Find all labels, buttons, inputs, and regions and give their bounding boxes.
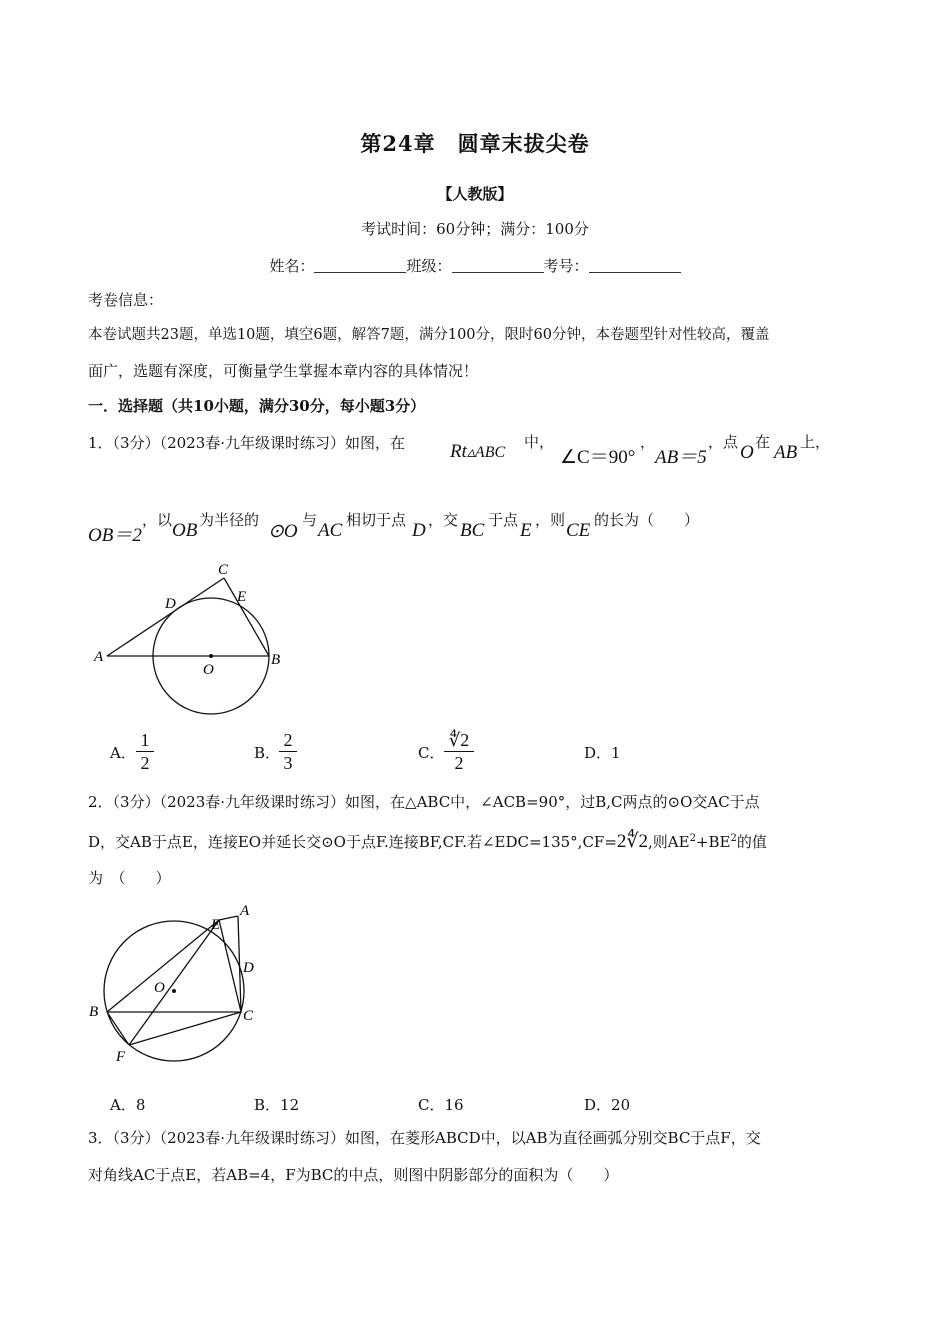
q2-text-1: （2023春·九年级课时练习）如图，在△ABC中，∠ACB=90°，过B,C两点的⊙O交AC于点 [159,793,760,811]
q1-segment-ac [107,578,224,656]
q1-figure [90,558,290,723]
q1-label-c: C [218,562,229,578]
q2-label-b: B [89,1004,99,1020]
q1-text-12: ，则 [535,511,566,529]
q1-math-5: AB [774,442,798,463]
q2-label-e: E [211,917,221,933]
q3-line-2: 对角线AC于点E，若AB=4，F为BC的中点，则图中阴影部分的面积为（ ） [88,1166,619,1184]
q1-math-12: E [520,520,532,541]
q1-label-o: O [203,662,214,678]
q3-score: （3分） [112,1129,160,1147]
q1-option-c-label[interactable]: C． [418,744,445,762]
exam-no-blank[interactable] [589,258,681,273]
q1-math-10: D [412,520,426,541]
q1-math-11: BC [460,520,485,541]
q1-label-d: D [165,596,176,612]
q1-text-2: ， [640,433,656,451]
q1-math-7: OB [172,520,198,541]
q2-option-b[interactable]: B．12 [254,1096,300,1114]
info-line-2: 面广，选题有深度，可衡量学生掌握本章内容的具体情况！ [88,362,479,380]
q2-score: （3分） [112,793,160,811]
q1-text-11: 于点 [488,511,519,529]
q2-line-1 [88,792,760,812]
q3-text-1: （2023春·九年级课时练习）如图，在菱形ABCD中，以AB为直径画弧分别交BC于点F，交 [159,1129,761,1147]
q1-math-1: Rt▵ABC [450,441,506,462]
exam-no-label: 考号： [543,257,589,275]
q1-center-dot [209,654,213,658]
q1-text-6: ，以 [142,511,173,529]
edition-label: 【人教版】 [437,185,513,203]
q1-text-13: 的长为（ ） [594,511,700,529]
q3-line-1 [88,1128,761,1148]
q1-math-8: ⊙O [268,521,298,542]
q1-option-b-fraction[interactable]: 2 3 [279,730,297,773]
q2-label-f: F [116,1049,126,1065]
q1-text-4: 在 [755,433,771,451]
q1-option-a-fraction[interactable]: 1 2 [136,730,154,773]
q2-label-o: O [154,980,165,996]
q1-math-4: O [740,442,754,463]
q1-option-b-label[interactable]: B． [254,744,281,762]
q1-number: 1． [88,434,113,452]
q1-label-b: B [271,652,281,668]
q2-label-a: A [240,903,250,919]
q1-score: （3分） [112,434,160,452]
q2-option-a[interactable]: A．8 [110,1096,146,1114]
exam-info: 考试时间：60分钟；满分：100分 [361,220,589,238]
q1-option-c-fraction[interactable]: ∜2 2 [444,730,474,773]
info-label: 考卷信息： [88,291,164,309]
name-label: 姓名： [269,257,315,275]
q1-math-3: AB＝5 [655,447,707,468]
q2-triangle-bce [107,920,241,1012]
q2-label-d: D [243,960,254,976]
q1-math-13: CE [566,520,591,541]
class-label: 班级： [406,257,452,275]
student-info-line [0,255,950,276]
q2-option-c[interactable]: C．16 [418,1096,464,1114]
section-heading: 一．选择题（共10小题，满分30分，每小题3分） [88,397,426,415]
q1-option-d[interactable]: D．1 [584,744,621,762]
q1-math-2: ∠C＝90° [560,447,636,468]
q1-text-5: 上， [800,433,831,451]
info-line-1: 本卷试题共23题，单选10题，填空6题，解答7题，满分100分，限时60分钟，本卷题型针对性较高，覆盖 [88,327,770,343]
q1-math-6: OB＝2 [88,525,142,546]
q1-source: （2023春·九年级课时练习）如图，在 [159,434,406,452]
q2-center-dot [172,989,176,993]
page-title: 第24章 圆章末拔尖卷 [360,131,590,156]
q1-intro [88,433,405,453]
q1-text-9: 相切于点 [346,511,407,529]
q2-line-2: D，交AB于点E，连接EO并延长交⊙O于点F.连接BF,CF.若∠EDC=135°,CF=2∜2,则$AE^2+BE^2$的值 [88,831,767,852]
q1-segment-cb [224,578,269,656]
q2-line-3: 为 （ ） [88,869,171,887]
class-blank[interactable] [452,258,544,273]
q1-text-1: 中， [524,433,555,451]
q2-segment-ea [219,916,238,920]
q2-figure [80,895,270,1070]
q1-text-3: ，点 [708,433,739,451]
q2-number: 2． [88,793,113,811]
q2-option-d[interactable]: D．20 [584,1096,631,1114]
name-blank[interactable] [314,258,406,273]
q1-text-8: 与 [302,511,318,529]
q1-text-7: 为半径的 [199,511,260,529]
q1-label-a: A [94,649,104,665]
q1-math-9: AC [318,520,343,541]
q1-text-10: ，交 [428,511,459,529]
q1-option-a-label[interactable]: A． [110,744,136,762]
q3-number: 3． [88,1129,113,1147]
q1-label-e: E [237,589,247,605]
q2-segment-bf [107,1012,129,1045]
q2-label-c: C [243,1008,254,1024]
